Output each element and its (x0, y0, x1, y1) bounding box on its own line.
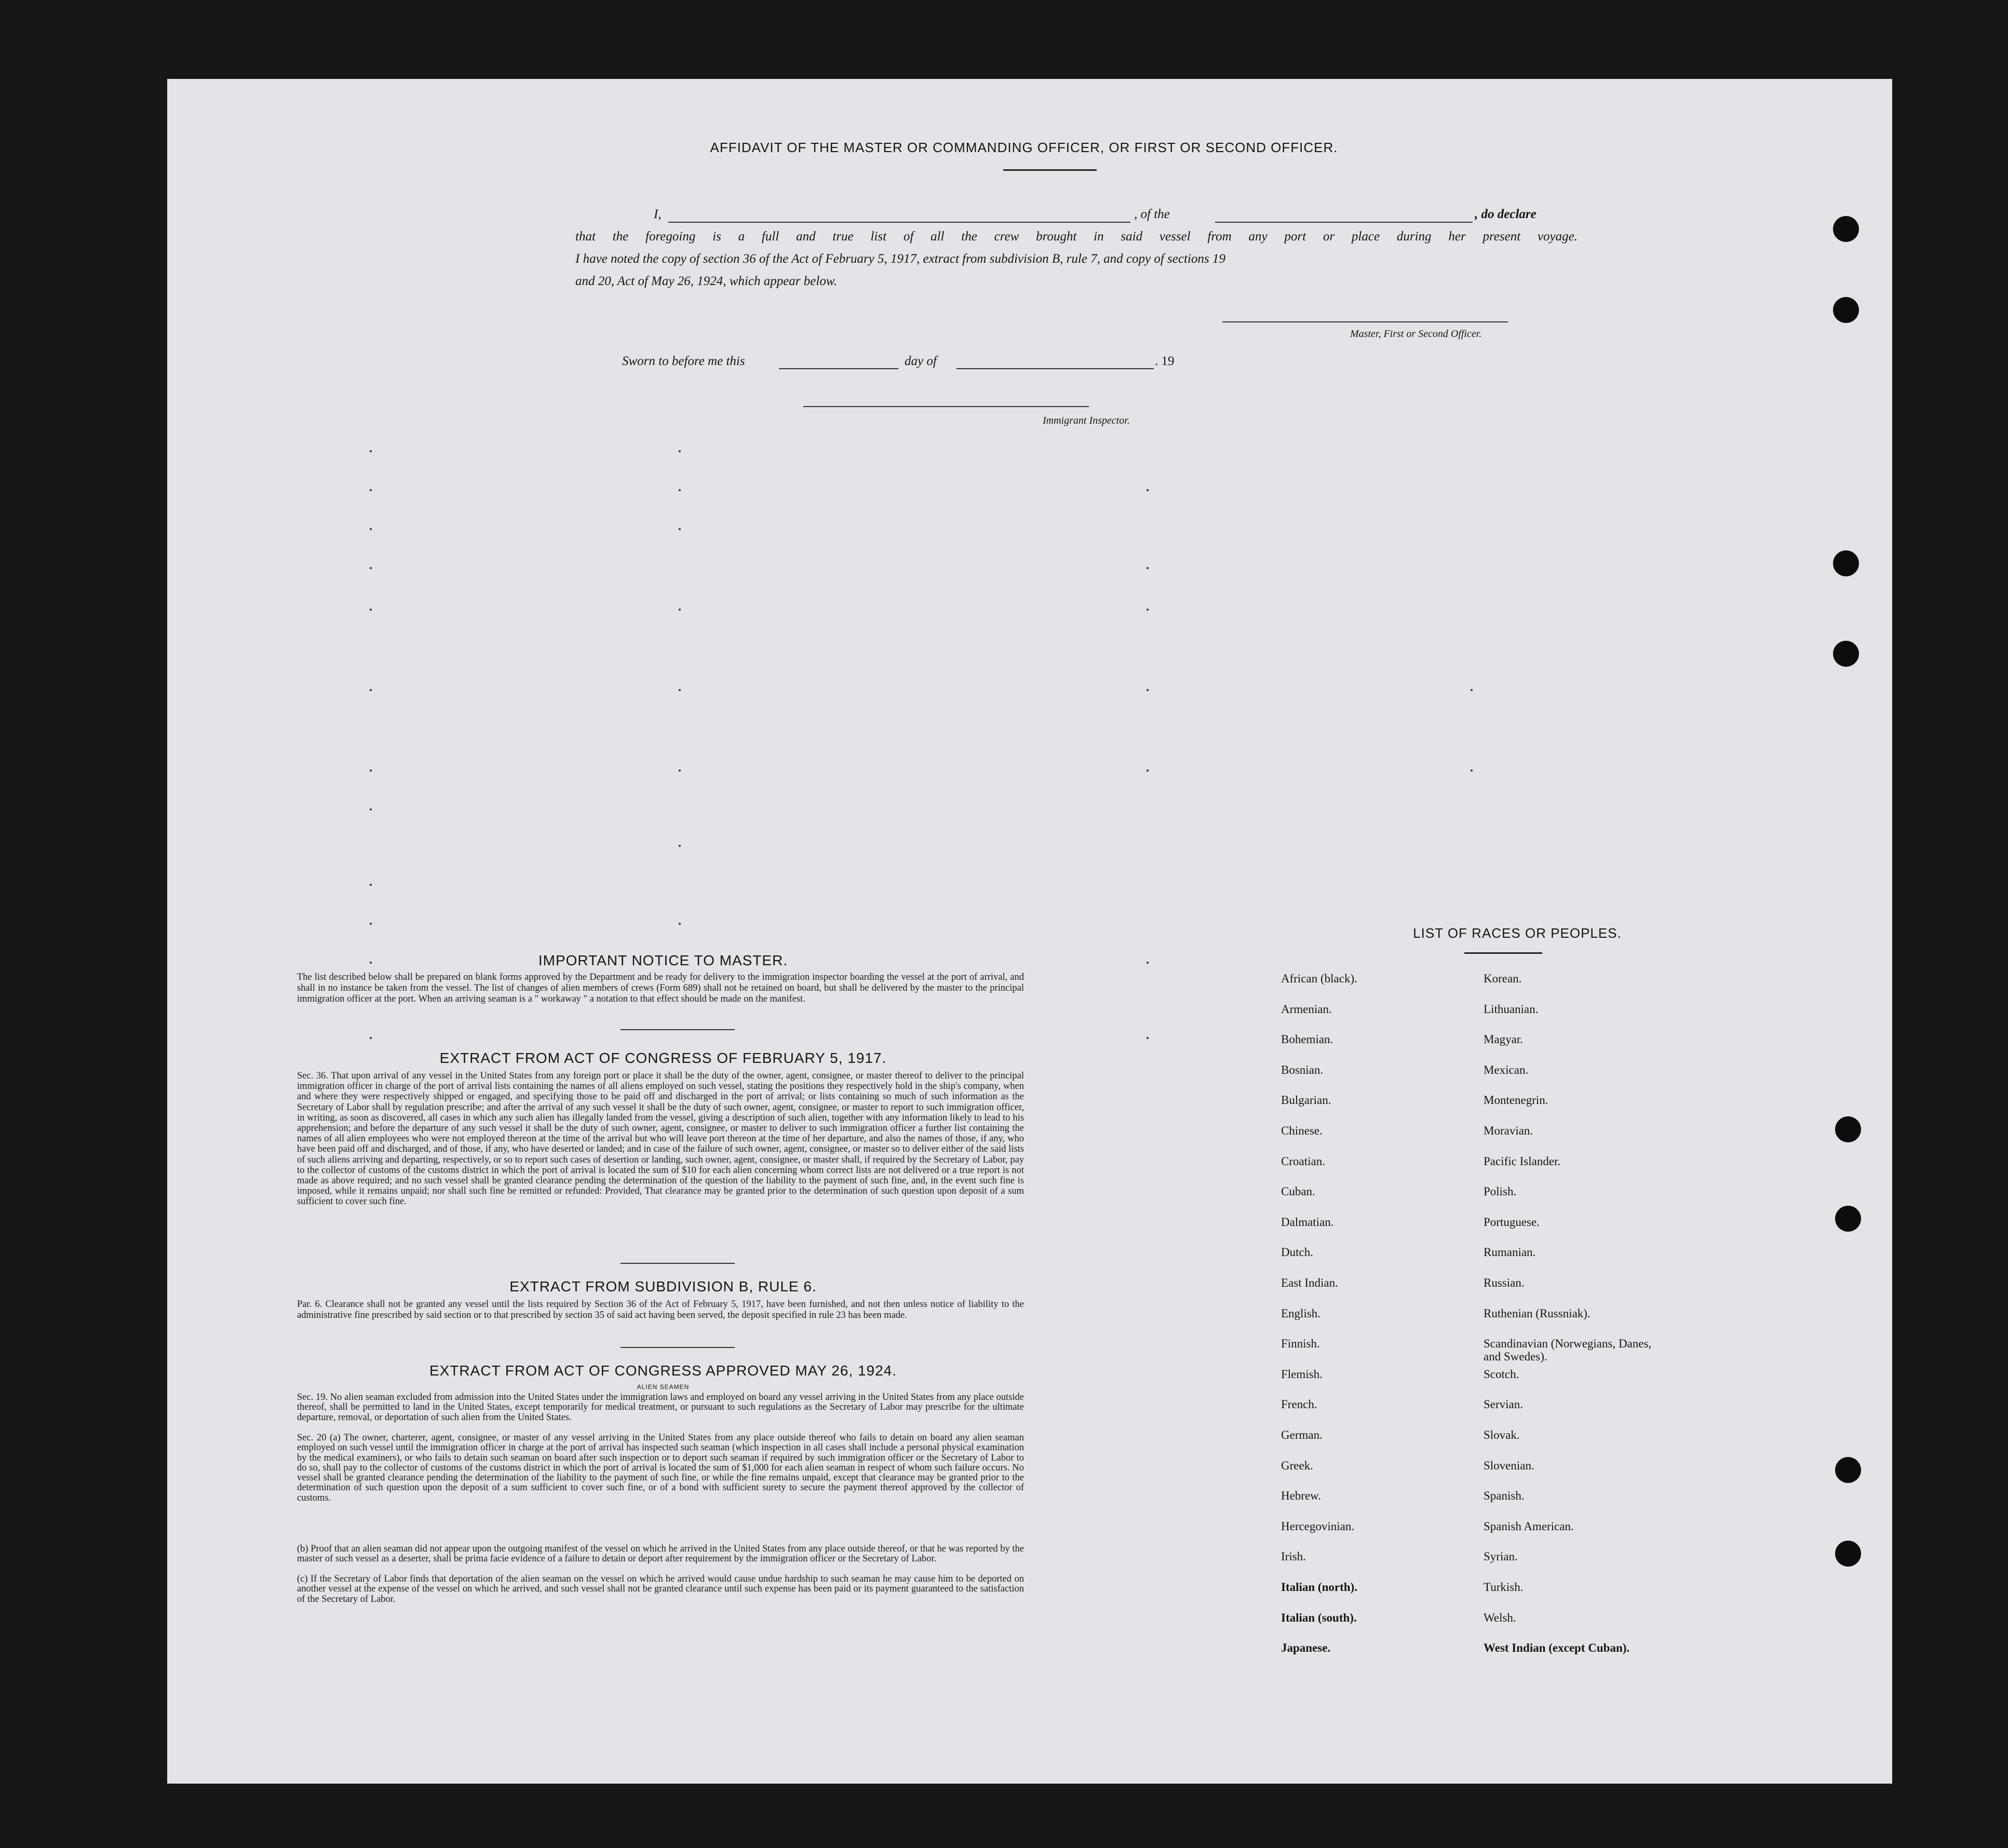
race-item-right: Moravian. (1484, 1124, 1533, 1137)
race-item-left: Finnish. (1281, 1337, 1320, 1351)
race-item-left: African (black). (1281, 972, 1357, 985)
race-item-left: Chinese. (1281, 1124, 1323, 1137)
race-item-left: English. (1281, 1306, 1321, 1320)
races-title-underline (1464, 952, 1542, 954)
race-item-right: Lithuanian. (1484, 1002, 1539, 1016)
form-dot (370, 808, 372, 811)
punch-hole-3 (1833, 550, 1859, 576)
form-dot (370, 489, 372, 491)
punch-hole-5 (1835, 1116, 1861, 1142)
alien-seamen-subtitle: ALIEN SEAMEN (637, 1383, 690, 1391)
race-item-right: Polish. (1484, 1185, 1517, 1198)
form-dot (370, 567, 372, 569)
race-item-left: Cuban. (1281, 1185, 1315, 1198)
sec19-text: Sec. 19. No alien seaman excluded from admission into the United States under the immigration laws and employed on board any vessel arriving in the United States from any place outside thereof, shall be permitted to land in the United States, except temporarily for medical treatment, or pursuant to such regulations as the Secretary of Labor may prescribe for the ultimate departure, removal, or deportation of such alien from the United States. (297, 1392, 1024, 1423)
master-signature-line[interactable] (1222, 321, 1508, 322)
notice-title: IMPORTANT NOTICE TO MASTER. (538, 952, 788, 968)
form-dot (679, 609, 681, 611)
notice-divider (621, 1029, 735, 1030)
affidavit-i-label: I, (654, 207, 662, 221)
form-dot (370, 923, 372, 925)
punch-hole-6 (1835, 1206, 1861, 1232)
race-item-right: Turkish. (1484, 1581, 1524, 1594)
form-dot (370, 528, 372, 530)
race-item-left: Croatian. (1281, 1154, 1325, 1168)
affidavit-title: AFFIDAVIT OF THE MASTER OR COMMANDING OFFICER, OR FIRST OR SECOND OFFICER. (710, 140, 1338, 155)
form-dot (679, 689, 681, 691)
race-item-right: Korean. (1484, 972, 1522, 985)
race-item-right: Slovak. (1484, 1428, 1520, 1441)
rule6-divider (621, 1347, 735, 1348)
inspector-signature-label: Immigrant Inspector. (1043, 415, 1130, 426)
race-item-right: Ruthenian (Russniak). (1484, 1306, 1591, 1320)
sec20c-text: (c) If the Secretary of Labor finds that deportation of the alien seaman on the vessel on which he arrived would cause undue hardship to such seaman he may cause him to be deported on another vessel at the expense of the vessel on which he arrived, and such vessel shall not be granted clearance until such expense has been paid or its payment guaranteed to the satisfaction of the Secretary of Labor. (297, 1574, 1024, 1604)
race-item-left: Japanese. (1281, 1641, 1331, 1655)
affidavit-declare-label: , do declare (1475, 207, 1537, 221)
form-dot (1471, 770, 1473, 772)
form-dot (679, 770, 681, 772)
race-item-left: Irish. (1281, 1550, 1306, 1563)
race-item-right: Mexican. (1484, 1063, 1529, 1076)
extract-1917-title: EXTRACT FROM ACT OF CONGRESS OF FEBRUARY 5, 1917. (439, 1050, 887, 1066)
form-dot (370, 1037, 372, 1039)
form-dot (370, 450, 372, 452)
race-item-right: Montenegrin. (1484, 1094, 1548, 1107)
race-item-right: Welsh. (1484, 1611, 1516, 1624)
affidavit-of-label: , of the (1134, 207, 1170, 221)
year-label: . 19 (1155, 354, 1175, 368)
notice-text: The list described below shall be prepared on blank forms approved by the Department and be ready for delivery to the immigration inspector boarding the vessel at the port of arrival, and shall in no instance be taken from the vessel. The list of changes of alien members of crews (Form 689) shall not be retained on board, but shall be delivered by the master to the principal immigration officer at the port. When an arriving seaman is a " workaway " a notation to that effect should be made on the manifest. (297, 972, 1024, 1004)
race-item-right: Portuguese. (1484, 1215, 1540, 1229)
sec20a-text: Sec. 20 (a) The owner, charterer, agent, consignee, or master of any vessel arriving in the United States from any place outside thereof who fails to detain on board any alien seaman employed on such vessel until the immigration officer in charge at the port of arrival has inspected such seaman (which inspection in all cases shall include a personal physical examination by the medical examiners), or who fails to detain such seaman on board after such inspection or to deport such seaman if required by such immigration officer or the Secretary of Labor to do so, shall pay to the collector of customs of the customs district in which the port of arrival is located the sum of $1,000 for each alien seaman in respect of whom such failure occurs. No vessel shall be granted clearance pending the determination of the liability to the payment of such fine, or while the fine remains unpaid, except that clearance may be granted prior to the determination of such question upon the deposit of a sum sufficient to cover such fine, or of a bond with sufficient surety to secure the payment thereof approved by the collector of customs. (297, 1433, 1024, 1503)
race-item-left: East Indian. (1281, 1276, 1338, 1289)
race-item-right: West Indian (except Cuban). (1484, 1641, 1630, 1655)
form-dot (1147, 609, 1149, 611)
title-underline (1003, 169, 1097, 171)
sworn-month-blank[interactable] (956, 368, 1154, 369)
race-item-right: Spanish American. (1484, 1519, 1574, 1533)
vessel-blank[interactable] (1215, 222, 1473, 223)
affidavit-line3: I have noted the copy of section 36 of the Act of February 5, 1917, extract from subdivision B, rule 7, and copy of sections 19 (575, 252, 1225, 266)
race-item-right: Scotch. (1484, 1367, 1519, 1381)
extract-1924-title: EXTRACT FROM ACT OF CONGRESS APPROVED MAY 26, 1924. (429, 1363, 897, 1379)
sec20b-text: (b) Proof that an alien seaman did not appear upon the outgoing manifest of the vessel on which he arrived in the United States from any place outside thereof, or that he was reported by the master of such vessel as a deserter, shall be prima facie evidence of a failure to detain or deport after requirement by the immigration officer or the Secretary of Labor. (297, 1544, 1024, 1564)
races-title: LIST OF RACES OR PEOPLES. (1413, 925, 1622, 941)
race-item-right: Rumanian. (1484, 1246, 1536, 1259)
race-item-right: Pacific Islander. (1484, 1154, 1561, 1168)
affidavit-line4: and 20, Act of May 26, 1924, which appear below. (575, 274, 837, 288)
form-dot (370, 884, 372, 886)
race-item-left: Dalmatian. (1281, 1215, 1334, 1229)
race-item-left: Dutch. (1281, 1246, 1313, 1259)
rule6-text: Par. 6. Clearance shall not be granted any vessel until the lists required by Section 36 of the Act of February 5, 1917, have been furnished, and not then unless notice of liability to the administrative fine prescribed by said section or to that prescribed by section 35 of said act having been served, the deposit specified in rule 23 has been made. (297, 1299, 1024, 1320)
race-item-left: Hebrew. (1281, 1489, 1322, 1503)
race-item-right: Russian. (1484, 1276, 1525, 1289)
form-dot (1147, 1037, 1149, 1039)
name-blank[interactable] (668, 222, 1130, 223)
punch-hole-7 (1835, 1457, 1861, 1483)
race-item-left: Italian (north). (1281, 1581, 1357, 1594)
extract-1917-text: Sec. 36. That upon arrival of any vessel in the United States from any foreign port or place it shall be the duty of the owner, agent, consignee, or master thereof to deliver to the principal immigration officer in charge of the port of arrival lists containing the names of all aliens employed on such vessel, stating the positions they respectively hold in the ship's company, when and where they were respectively shipped or engaged, and specifying those to be paid off and discharged in the port of arrival; or lists containing so much of such information as the Secretary of Labor shall by regulation prescribe; and after the arrival of any such vessel it shall be the duty of such owner, agent, consignee, or master to report to such immigration officer, in writing, as soon as discovered, all cases in which any such alien has illegally landed from the vessel, giving a description of such alien, together with any information likely to lead to his apprehension; and before the departure of any such vessel it shall be the duty of such owner, agent, consignee, or master to deliver to such immigration officer a further list containing the names of all alien employees who were not employed thereon at the time of the arrival but who will leave port thereon at the time of her departure, and also the names of those, if any, who have been paid off and discharged, and of those, if any, who have deserted or landed; and in case of the failure of such owner, agent, consignee, or master so to deliver either of the said lists of such aliens arriving and departing, respectively, or so to report such cases of desertion or landing, such owner, agent, consignee, or master shall, if required by the Secretary of Labor, pay to the collector of customs of the customs district in which the port of arrival is located the sum of $10 for each alien concerning whom correct lists are not delivered or a true report is not made as above required; and no such vessel shall be granted clearance pending the determination of the question of the liability to the payment of such fine, and, in the event such fine is imposed, while it remains unpaid; nor shall such fine be remitted or refunded: Provided, That clearance may be granted prior to the determination of such question upon deposit of a sum sufficient to cover such fine. (297, 1071, 1024, 1207)
race-item-right: Slovenian. (1484, 1459, 1534, 1472)
race-item-left: Flemish. (1281, 1367, 1323, 1381)
form-dot (679, 923, 681, 925)
inspector-signature-line[interactable] (803, 406, 1089, 407)
punch-hole-8 (1835, 1541, 1861, 1567)
form-dot (1147, 489, 1149, 491)
race-item-left: Bosnian. (1281, 1063, 1324, 1076)
affidavit-line2: that the foregoing is a full and true list of all the crew brought in said vessel from any port or place during her present voyage. (575, 230, 1578, 244)
form-dot (679, 450, 681, 452)
form-dot (370, 770, 372, 772)
sworn-day-blank[interactable] (779, 368, 898, 369)
form-dot (679, 528, 681, 530)
race-item-left: Italian (south). (1281, 1611, 1357, 1624)
punch-hole-1 (1833, 216, 1859, 242)
race-item-left: Armenian. (1281, 1002, 1332, 1016)
race-item-left: Bulgarian. (1281, 1094, 1331, 1107)
sworn-label: Sworn to before me this (622, 354, 745, 368)
form-dot (1471, 689, 1473, 691)
day-of-label: day of (905, 354, 937, 368)
form-dot (370, 689, 372, 691)
race-item-left: Bohemian. (1281, 1033, 1333, 1046)
form-dot (1147, 689, 1149, 691)
form-dot (679, 489, 681, 491)
race-item-right: Scandinavian (Norwegians, Danes, and Swedes). (1484, 1337, 1652, 1364)
race-item-left: Greek. (1281, 1459, 1313, 1472)
rule6-title: EXTRACT FROM SUBDIVISION B, RULE 6. (509, 1278, 817, 1294)
race-item-right: Syrian. (1484, 1550, 1518, 1563)
race-item-left: German. (1281, 1428, 1323, 1441)
extract-1917-divider (621, 1263, 735, 1264)
race-item-left: French. (1281, 1398, 1317, 1411)
master-signature-label: Master, First or Second Officer. (1350, 328, 1482, 340)
document-page (167, 79, 1892, 1784)
punch-hole-2 (1833, 297, 1859, 323)
form-dot (1147, 770, 1149, 772)
race-item-left: Hercegovinian. (1281, 1519, 1355, 1533)
punch-hole-4 (1833, 641, 1859, 667)
race-item-right: Servian. (1484, 1398, 1524, 1411)
form-dot (370, 609, 372, 611)
form-dot (679, 845, 681, 847)
form-dot (1147, 567, 1149, 569)
form-dot (1147, 962, 1149, 964)
race-item-right: Magyar. (1484, 1033, 1524, 1046)
race-item-right: Spanish. (1484, 1489, 1525, 1503)
